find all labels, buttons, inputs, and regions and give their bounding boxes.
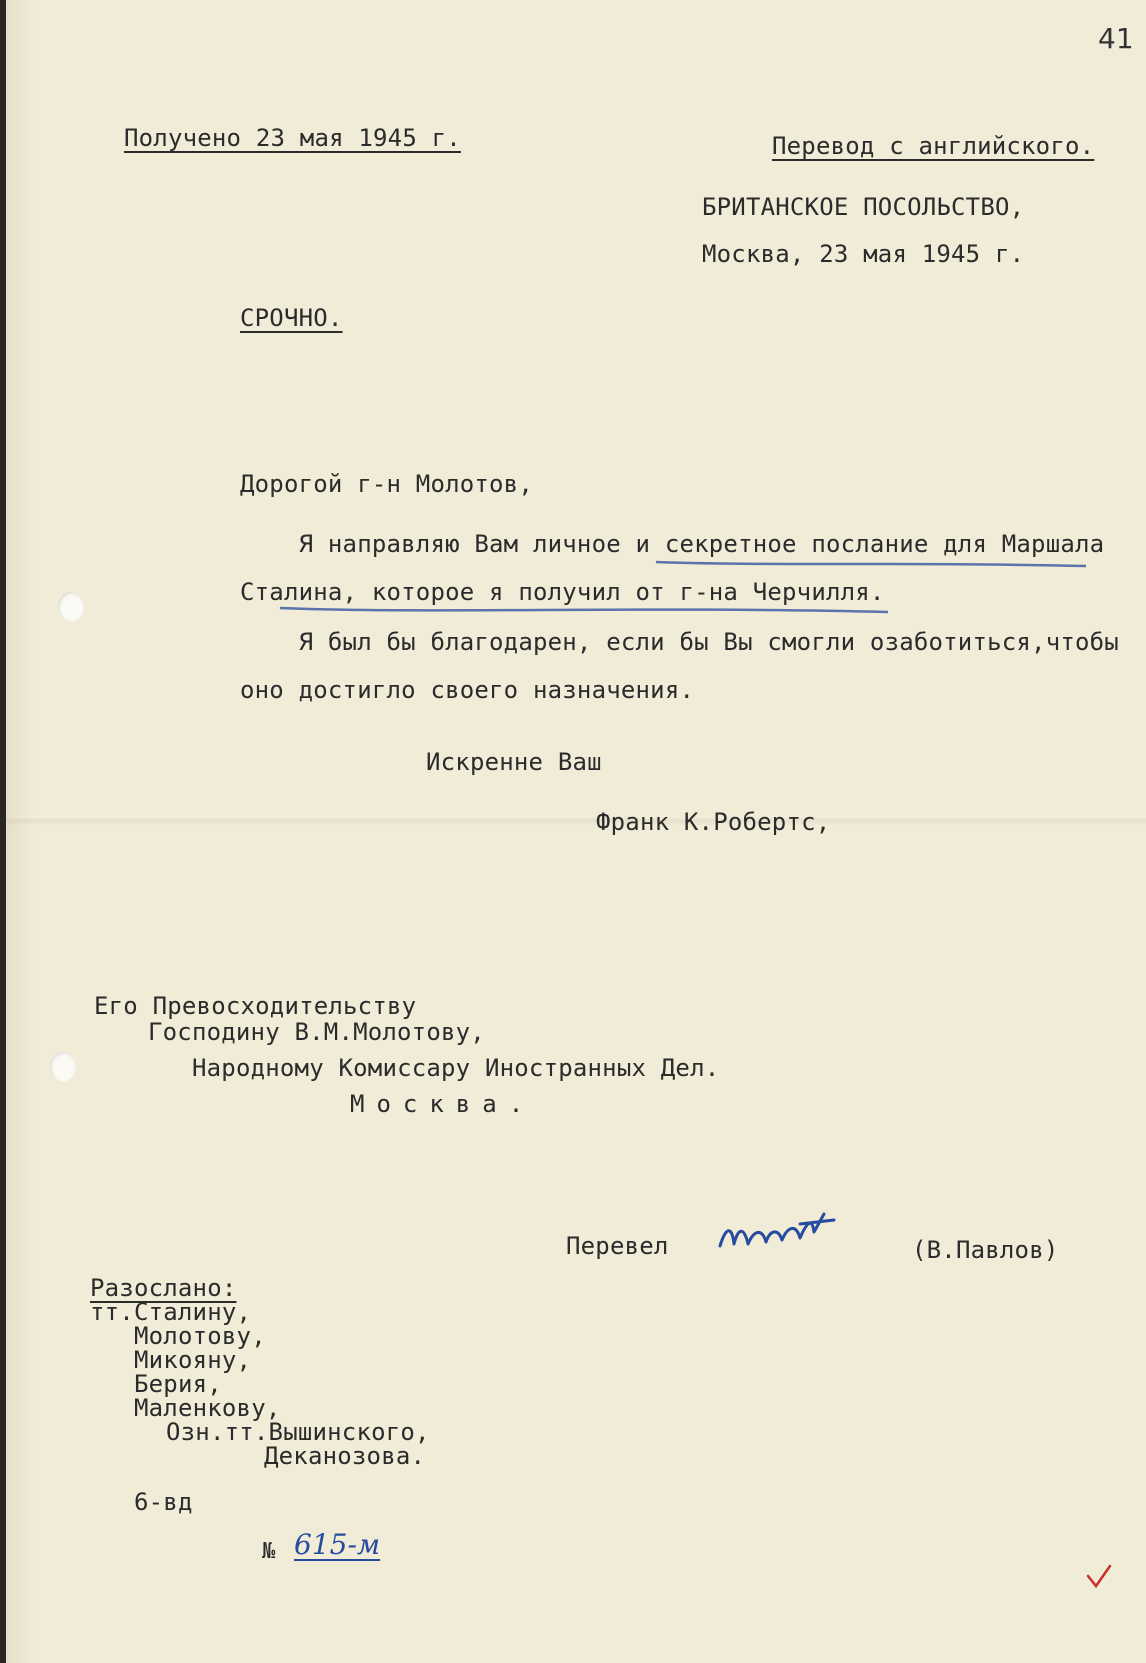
translator-label: Перевел: [566, 1232, 669, 1260]
body-line: Я был бы благодарен, если бы Вы смогли озаботиться,чтобы: [240, 628, 1119, 656]
address-line: Его Превосходительству: [94, 992, 417, 1020]
document-page: [6, 0, 1146, 1663]
copies-note: 6-вд: [134, 1488, 193, 1516]
address-line: Господину В.М.Молотову,: [148, 1018, 485, 1046]
distribution-line: Маленкову,: [134, 1394, 281, 1422]
body-line: оно достигло своего назначения.: [240, 676, 695, 704]
translator-handwritten-signature: [714, 1206, 854, 1266]
distribution-line: тт.Сталину,: [90, 1298, 252, 1326]
distribution-line: Озн.тт.Вышинского,: [166, 1418, 430, 1446]
address-line: Москва.: [350, 1090, 536, 1118]
distribution-heading: Разослано:: [90, 1274, 237, 1302]
translation-note: Перевод с английского.: [772, 132, 1095, 160]
reg-number-value: 615-м: [294, 1528, 381, 1561]
distribution-line: Деканозова.: [264, 1442, 426, 1470]
body-line: Сталина, которое я получил от г-на Черчилля.: [240, 578, 885, 606]
translator-name: (В.Павлов): [912, 1236, 1059, 1264]
body-line: Я направляю Вам личное и секретное послание для Маршала: [240, 530, 1105, 558]
urgency-mark: СРОЧНО.: [240, 304, 343, 332]
distribution-line: Берия,: [134, 1370, 222, 1398]
check-mark-icon: [1084, 1564, 1114, 1594]
received-stamp: Получено 23 мая 1945 г.: [124, 124, 461, 152]
signature: Франк К.Робертс,: [596, 808, 831, 836]
address-line: Народному Комиссару Иностранных Дел.: [192, 1054, 720, 1082]
page-number: 41: [1098, 22, 1134, 55]
embassy-name: БРИТАНСКОЕ ПОСОЛЬСТВО,: [702, 193, 1025, 221]
salutation: Дорогой г-н Молотов,: [240, 470, 533, 498]
reg-number-prefix: №: [262, 1539, 276, 1564]
distribution-line: Микояну,: [134, 1346, 252, 1374]
closing: Искренне Ваш: [426, 748, 602, 776]
place-date: Москва, 23 мая 1945 г.: [702, 240, 1025, 268]
distribution-line: Молотову,: [134, 1322, 266, 1350]
